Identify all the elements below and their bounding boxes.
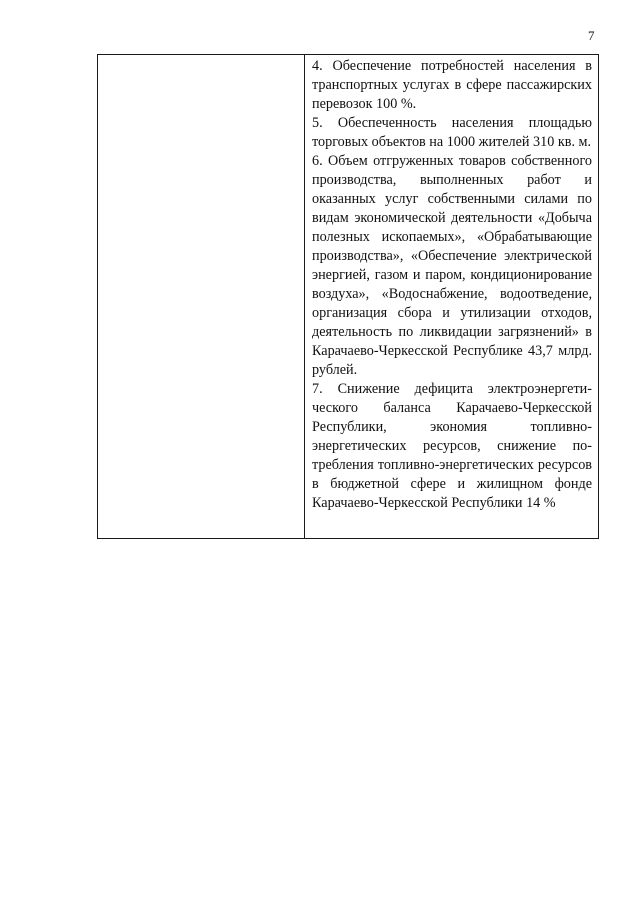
table-cell-left: [98, 55, 305, 538]
table-cell-right: [305, 55, 598, 538]
list-item-transport: 4. Обеспечение потребностей населения в транспортных услугах в сфере пассажирских перевозок 100 %.: [312, 58, 592, 112]
page-number: 7: [588, 28, 595, 43]
list-item-shipped-goods: 6. Объем отгруженных товаров собственного производства, выполненных работ и оказанных услуг собственными силами по видам экономической деятельности «Добыча полезных ископаемых», «Обрабатывающие производства», «Обеспечение электрической энергией, газом и паром, кондиционирование воздуха», «Водоснабжение, водоотведение, организация сбора и утилизации отходов, деятельность по ликвидации загрязнений» в Карачаево-Черкесской Республике 43,7 млрд. рублей.: [312, 153, 592, 378]
document-table: [97, 54, 599, 539]
list-item-energy-deficit: 7. Снижение дефицита электроэнергетического баланса Карачаево-Черкесской Республики, экономия топливно-энергетических ресурсов, снижение потребления топливно-энергетических ресурсов в бюджетной сфере и жилищном фонде Карачаево-Черкесской Республики 14 %: [312, 381, 592, 511]
list-item-retail-area: 5. Обеспеченность населения площадью торговых объектов на 1000 жителей 310 кв. м.: [312, 115, 592, 150]
